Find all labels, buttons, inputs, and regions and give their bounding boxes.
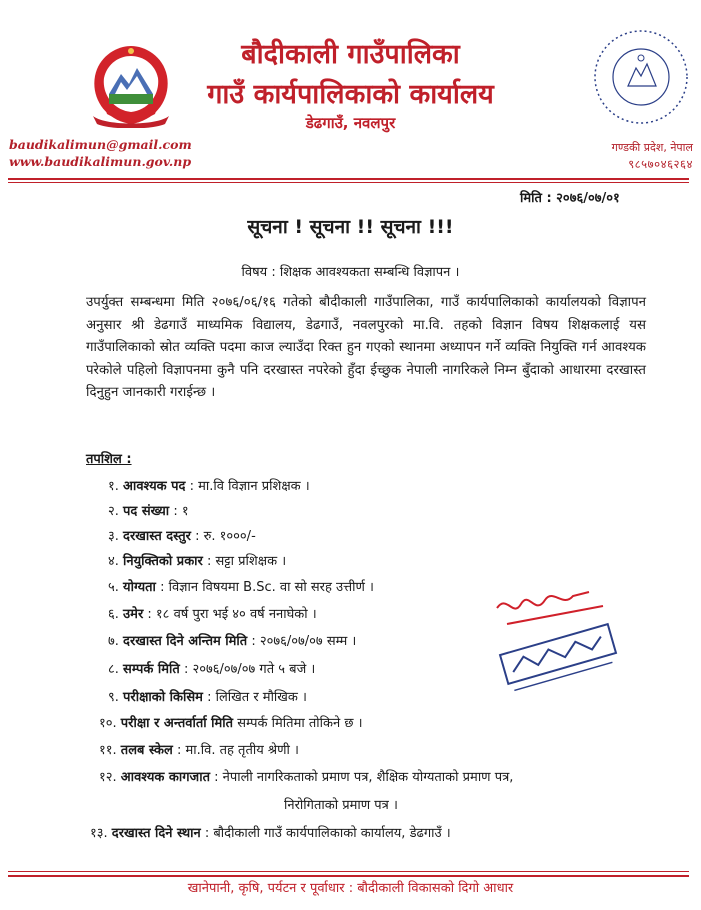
detail-item — [99, 740, 299, 758]
detail-key: आवश्यक कागजात — [120, 770, 210, 785]
detail-item — [108, 526, 256, 544]
office-address: डेढगाउँ, नवलपुर — [305, 114, 396, 132]
detail-number: ४. — [108, 554, 119, 569]
detail-key: परीक्षाको किसिम — [123, 690, 203, 705]
detail-value: : नेपाली नागरिकताको प्रमाण पत्र, शैक्षिक योग्यताको प्रमाण पत्र, — [214, 770, 514, 785]
detail-key: दरखास्त दिने अन्तिम मिति — [123, 634, 248, 649]
signature-stamp-icon — [485, 578, 620, 702]
detail-value: : सट्टा प्रशिक्षक । — [207, 554, 287, 569]
detail-item — [108, 577, 374, 595]
notice-heading: सूचना ! सूचना !! सूचना !!! — [247, 216, 454, 238]
detail-value: : लिखित र मौखिक । — [207, 690, 307, 705]
detail-key: नियुक्तिको प्रकार — [123, 554, 203, 569]
header-divider — [8, 178, 689, 180]
detail-value: निरोगिताको प्रमाण पत्र । — [284, 798, 398, 813]
detail-number: १. — [108, 479, 119, 494]
office-title-line2: गाउँ कार्यपालिकाको कार्यालय — [207, 79, 494, 110]
detail-item — [108, 687, 307, 705]
detail-value: : १८ वर्ष पुरा भई ४० वर्ष ननाघेको । — [147, 607, 317, 622]
contact-website: www.baudikalimun.gov.np — [9, 154, 192, 169]
footer-divider-thin — [8, 871, 689, 872]
detail-number: १०. — [99, 716, 117, 731]
notice-body-paragraph: उपर्युक्त सम्बन्धमा मिति २०७६/०६/१६ गतेको बौदीकाली गाउँपालिका, गाउँ कार्यपालिकाको कार्यालयको विज्ञापन अनुसार श्री डेढगाउँ माध्यमिक विद्यालय, डेढगाउँ, नवलपुरको मा.वि. तहको विज्ञान विषय शिक्षकलाई यस गाउँपालिकाको स्रोत व्यक्ति पदमा काज ल्याउँदा रिक्त हुन गएको स्थानमा अध्यापन गर्ने व्यक्ति नियुक्ति गर्न आवश्यक परेकोले पहिलो विज्ञापनमा कुनै पनि दरखास्त नपरेको हुँदा ईच्छुक नेपाली नागरिकले निम्न बुँदाको आधारमा दरखास्त दिनुहुन जानकारी गराईन्छ । — [86, 295, 646, 400]
detail-key: योग्यता — [123, 580, 156, 595]
detail-value: : २०७६/०७/०७ सम्म । — [251, 634, 357, 649]
footer-slogan: खानेपानी, कृषि, पर्यटन र पूर्वाधार : बौदीकाली विकासको दिगो आधार — [187, 881, 514, 896]
detail-item — [108, 551, 286, 569]
contact-email: baudikalimun@gmail.com — [9, 137, 192, 152]
detail-number: ६. — [108, 607, 119, 622]
detail-number: ७. — [108, 634, 119, 649]
detail-value: : २०७६/०७/०७ गते ५ बजे । — [183, 662, 316, 677]
detail-number: ३. — [108, 529, 119, 544]
footer-divider — [8, 875, 689, 877]
detail-item — [108, 631, 356, 649]
detail-item — [99, 713, 363, 731]
detail-value: : मा.वि. तह तृतीय श्रेणी । — [176, 743, 299, 758]
detail-item — [108, 659, 315, 677]
province-text: गण्डकी प्रदेश, नेपाल — [611, 141, 693, 154]
detail-number: १२. — [99, 770, 117, 785]
detail-item — [108, 604, 317, 622]
detail-number: ११. — [99, 743, 117, 758]
detail-number: ८. — [108, 662, 119, 677]
detail-item — [99, 767, 513, 785]
detail-item-continuation — [284, 795, 398, 813]
detail-key: तलब स्केल — [120, 743, 173, 758]
detail-key: आवश्यक पद — [123, 479, 186, 494]
detail-value: सम्पर्क मितिमा तोकिने छ । — [237, 716, 363, 731]
notice-subject: विषय : शिक्षक आवश्यकता सम्बन्धि विज्ञापन । — [241, 265, 460, 280]
detail-number: २. — [108, 504, 119, 519]
detail-key: दरखास्त दिने स्थान — [111, 826, 201, 841]
detail-number: ५. — [108, 580, 119, 595]
office-seal-icon — [590, 26, 692, 128]
detail-item — [108, 476, 310, 494]
detail-number: ९. — [108, 690, 119, 705]
detail-value: : १ — [173, 504, 189, 519]
details-label: तपशिल : — [86, 452, 132, 467]
detail-value: : मा.वि विज्ञान प्रशिक्षक । — [189, 479, 310, 494]
office-title-line1: बौदीकाली गाउँपालिका — [241, 39, 460, 70]
detail-key: सम्पर्क मिति — [123, 662, 180, 677]
detail-item — [90, 823, 451, 841]
detail-value: : रु. १०००/- — [195, 529, 256, 544]
header-divider-thin — [8, 182, 689, 183]
detail-key: पद संख्या — [123, 504, 170, 519]
detail-item — [108, 501, 189, 519]
detail-number: १३. — [90, 826, 108, 841]
detail-key: परीक्षा र अन्तर्वार्ता मिति — [120, 716, 234, 731]
notice-date: मिति : २०७६/०७/०१ — [520, 191, 620, 206]
detail-key: उमेर — [123, 607, 144, 622]
phone-number: ९८५७०४६२६४ — [628, 157, 693, 171]
detail-key: दरखास्त दस्तुर — [123, 529, 191, 544]
detail-value: : विज्ञान विषयमा B.Sc. वा सो सरह उत्तीर्ण । — [160, 580, 374, 595]
detail-value: : बौदीकाली गाउँ कार्यपालिकाको कार्यालय, डेढगाउँ । — [204, 826, 451, 841]
